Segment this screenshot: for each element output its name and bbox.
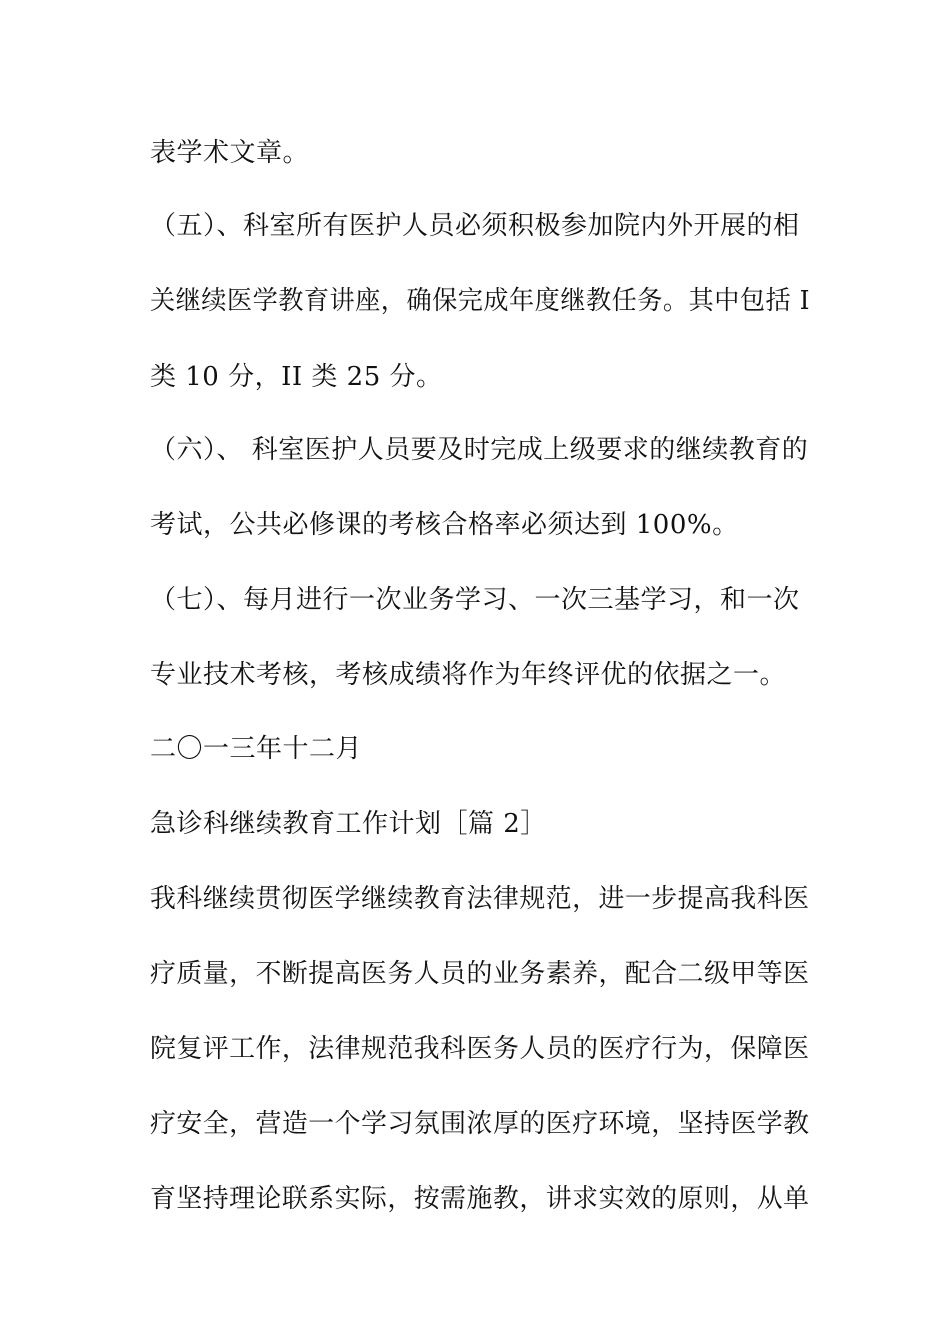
text-line: （七）、每月进行一次业务学习、一次三基学习，和一次 <box>150 585 800 615</box>
text-line: 疗质量，不断提高医务人员的业务素养，配合二级甲等医 <box>150 959 810 989</box>
text-line: 疗安全，营造一个学习氛围浓厚的医疗环境，坚持医学教 <box>150 1109 810 1139</box>
text-line: 类 10 分，II 类 25 分。 <box>150 362 443 392</box>
text-line: 表学术文章。 <box>150 138 310 168</box>
text-line: 育坚持理论联系实际，按需施教，讲求实效的原则，从单 <box>150 1184 810 1214</box>
text-line: （五）、科室所有医护人员必须积极参加院内外开展的相 <box>150 211 800 241</box>
text-line: 我科继续贯彻医学继续教育法律规范，进一步提高我科医 <box>150 884 810 914</box>
text-line: 专业技术考核，考核成绩将作为年终评优的依据之一。 <box>150 660 787 690</box>
text-line: 院复评工作，法律规范我科医务人员的医疗行为，保障医 <box>150 1034 810 1064</box>
text-line: 关继续医学教育讲座，确保完成年度继教任务。其中包括 I <box>150 286 811 316</box>
text-line: 考试，公共必修课的考核合格率必须达到 100%。 <box>150 510 739 540</box>
text-line: （六）、 科室医护人员要及时完成上级要求的继续教育的 <box>150 435 809 465</box>
section-heading: 急诊科继续教育工作计划［篇 2］ <box>150 809 547 839</box>
date-line: 二〇一三年十二月 <box>150 734 363 764</box>
